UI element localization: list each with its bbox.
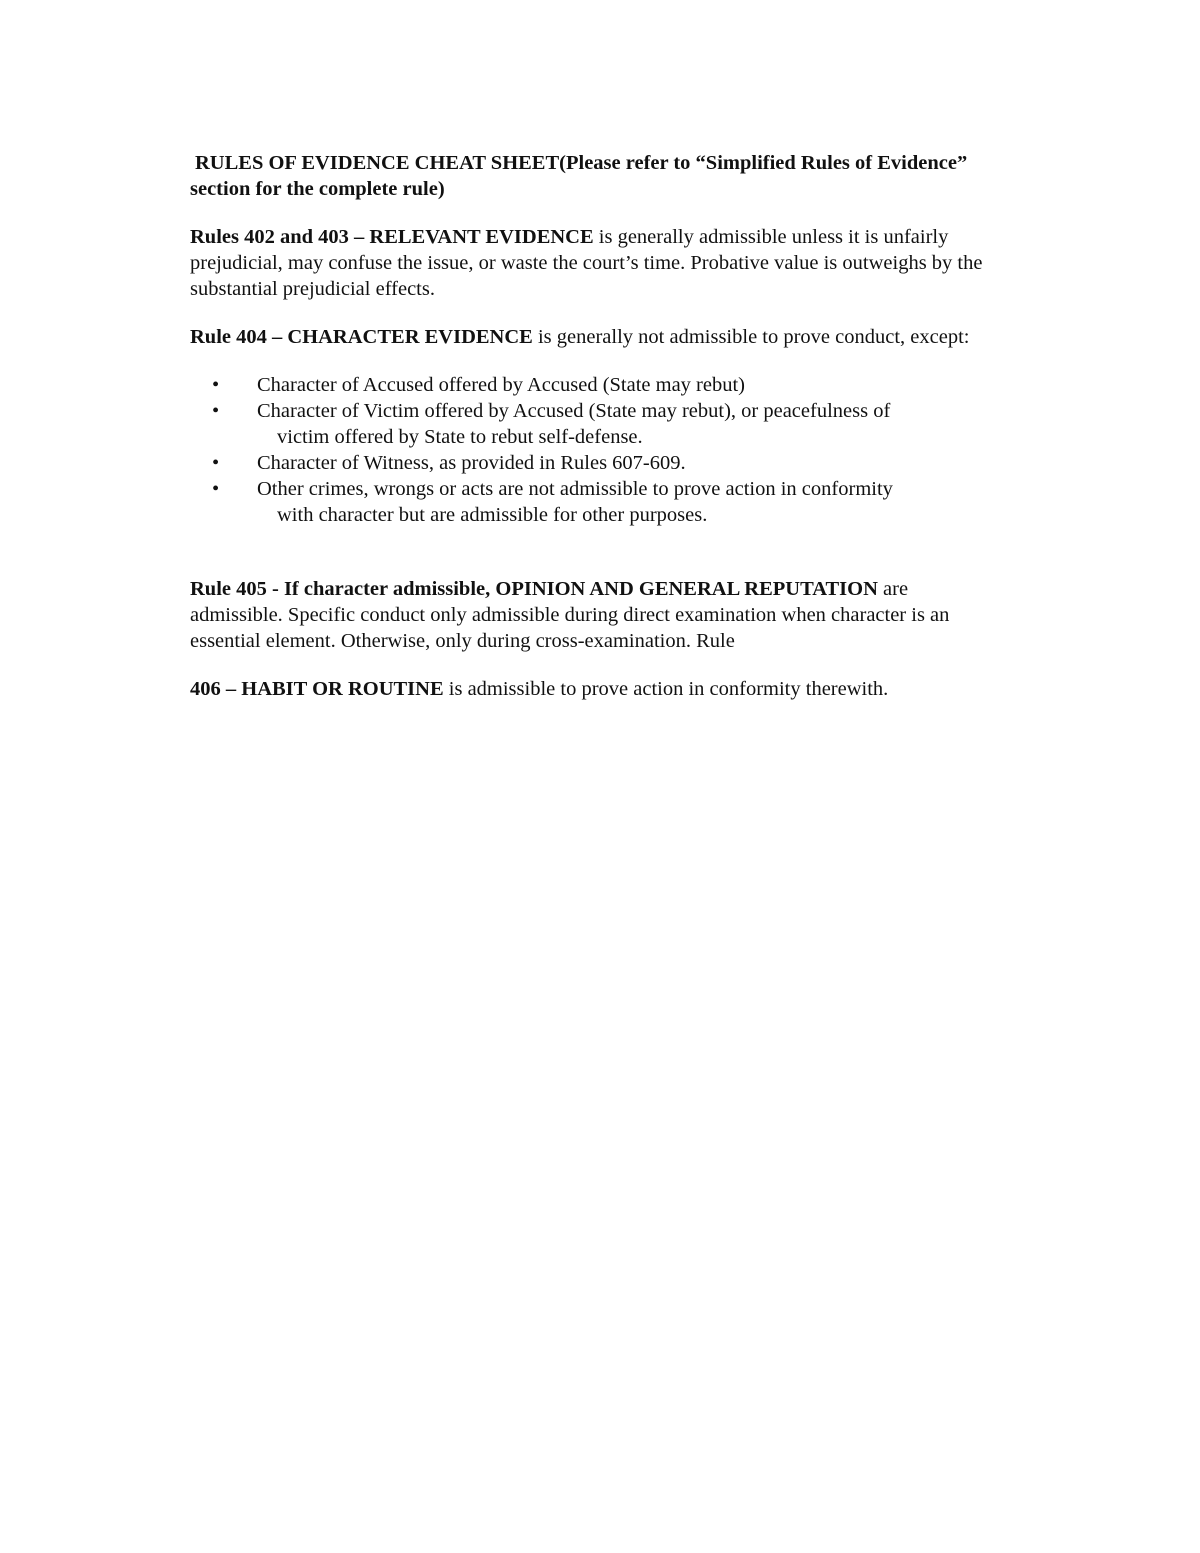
- rule-402-403-heading: Rules 402 and 403 – RELEVANT EVIDENCE: [190, 226, 594, 248]
- rule-404-paragraph: [190, 324, 1000, 350]
- rule-404-exceptions-list: [190, 372, 1000, 528]
- rule-405-heading: Rule 405 - If character admissible, OPINION AND GENERAL REPUTATION: [190, 578, 878, 600]
- list-item-text: Character of Victim offered by Accused (State may rebut), or peacefulness of: [257, 400, 891, 422]
- rule-404-heading: Rule 404 – CHARACTER EVIDENCE: [190, 326, 533, 348]
- list-item-text: Other crimes, wrongs or acts are not admissible to prove action in conformity: [257, 478, 893, 500]
- document-page: [190, 150, 1000, 724]
- list-item: [190, 476, 1000, 528]
- bullet-icon: •: [212, 452, 220, 474]
- rule-402-403-text: is generally admissible unless it is unfairly prejudicial, may confuse the issue, or waste the court’s time. Probative value is outweighs by the substantial prejudicial effects.: [190, 226, 983, 300]
- bullet-icon: •: [212, 374, 220, 396]
- list-item-continuation: victim offered by State to rebut self-defense.: [277, 426, 643, 448]
- rule-406-heading: 406 – HABIT OR ROUTINE: [190, 678, 444, 700]
- list-item: [190, 398, 1000, 450]
- list-item-text: Character of Witness, as provided in Rules 607-609.: [257, 452, 686, 474]
- bullet-icon: •: [212, 400, 220, 422]
- list-item: [190, 372, 1000, 398]
- list-item-continuation: with character but are admissible for other purposes.: [277, 504, 708, 526]
- section-spacer: [190, 528, 1000, 576]
- rule-402-403-paragraph: [190, 224, 1000, 302]
- bullet-icon: •: [212, 478, 220, 500]
- rule-405-paragraph: [190, 576, 1000, 654]
- rule-404-text: is generally not admissible to prove conduct, except:: [532, 326, 970, 348]
- list-item: [190, 450, 1000, 476]
- rule-406-paragraph: [190, 676, 1000, 702]
- document-title: RULES OF EVIDENCE CHEAT SHEET(Please refer to “Simplified Rules of Evidence” section for the complete rule): [190, 152, 968, 200]
- rule-405-text: are admissible. Specific conduct only admissible during direct examination when character is an essential element. Otherwise, only during cross-examination. Rule: [190, 578, 950, 652]
- rule-406-text: is admissible to prove action in conformity therewith.: [443, 678, 889, 700]
- list-item-text: Character of Accused offered by Accused (State may rebut): [257, 374, 746, 396]
